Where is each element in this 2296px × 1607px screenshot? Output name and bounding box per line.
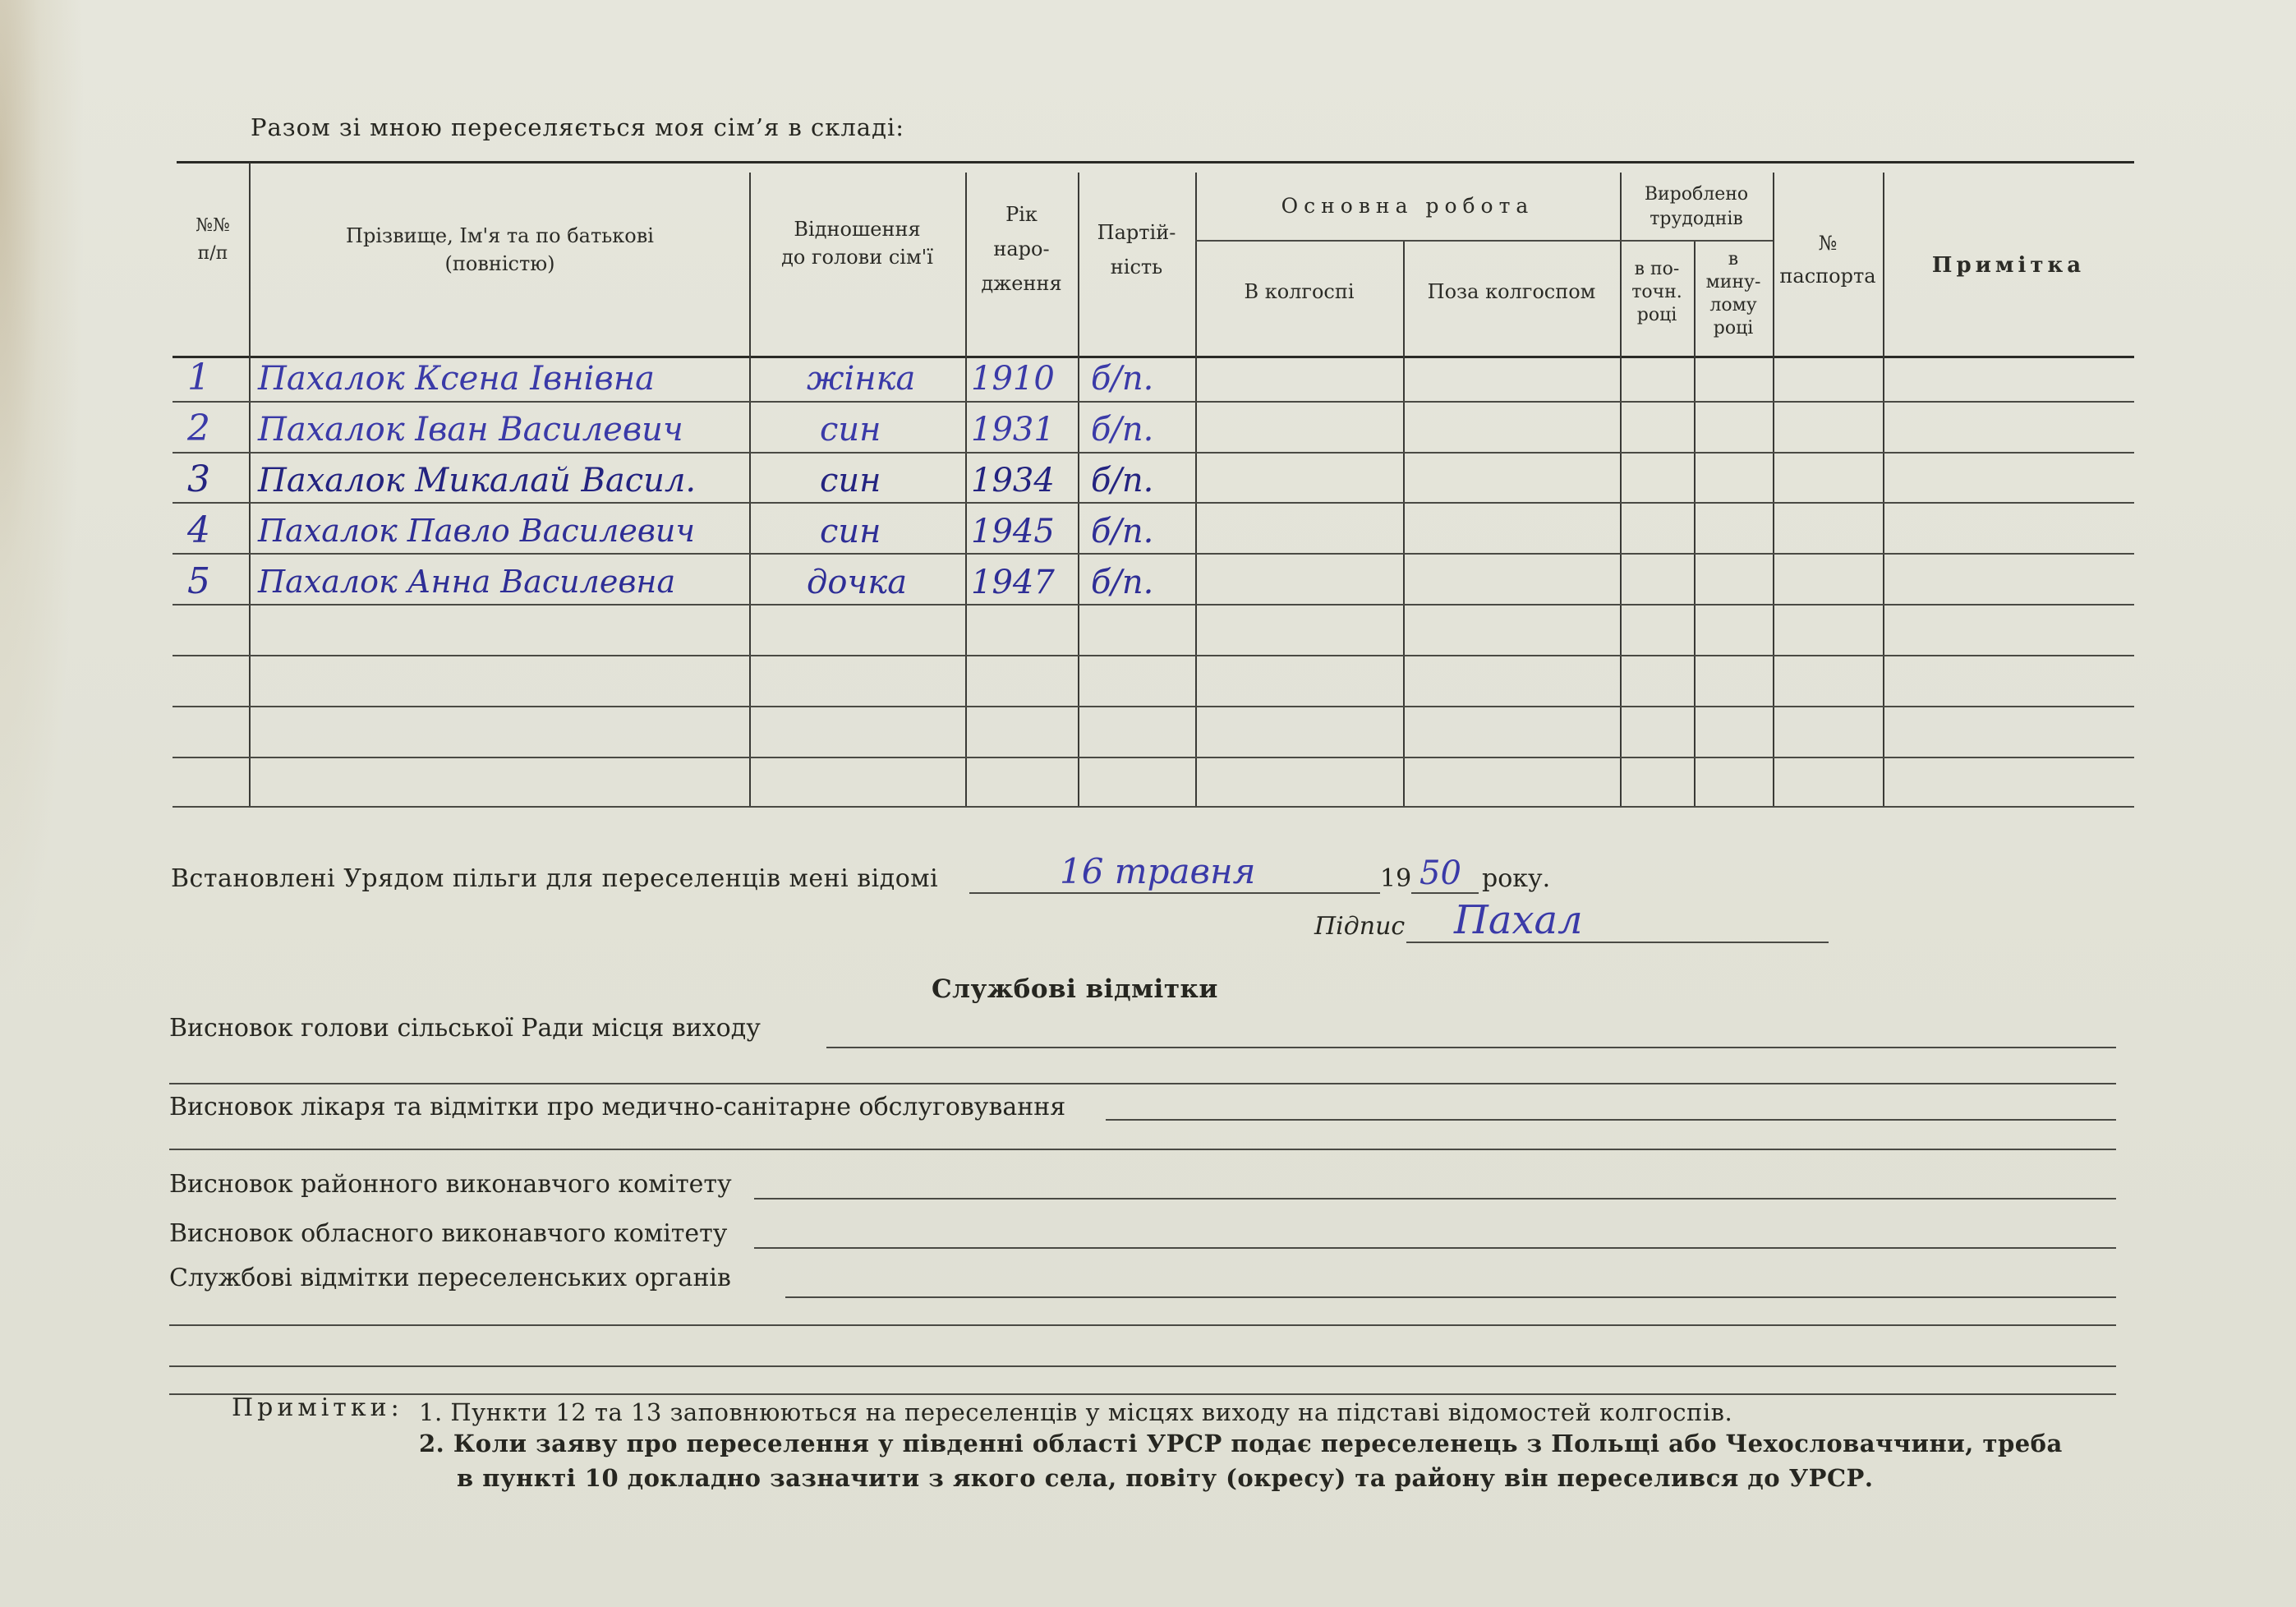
row-name: Пахалок Микалай Васил.	[258, 462, 697, 500]
row-name: Пахалок Павло Василевич	[258, 513, 696, 549]
row-line	[173, 757, 2134, 758]
table-row	[173, 508, 1199, 559]
row-year: 1931	[971, 411, 1055, 449]
signature-label: Підпис	[1314, 912, 1406, 941]
table-row	[173, 406, 1199, 457]
header-main-work: Основна робота	[1281, 194, 1535, 218]
row-party: б/п.	[1091, 564, 1154, 601]
benefits-text: Встановлені Урядом пільги для переселенців мені відомі	[171, 864, 939, 893]
row-line	[173, 706, 2134, 707]
row-party: б/п.	[1091, 462, 1154, 500]
row-number: 2	[187, 408, 210, 449]
benefits-year-prefix: 19	[1380, 864, 1412, 893]
table-row	[173, 559, 1199, 610]
row-relation: жінка	[807, 360, 916, 398]
header-workdays: Вироблено трудоднів	[1644, 184, 1749, 229]
row-year: 1945	[971, 513, 1055, 550]
service-line	[169, 1365, 2116, 1367]
service-line	[169, 1149, 2116, 1150]
paper-stain	[0, 0, 99, 1150]
row-year: 1910	[971, 360, 1055, 398]
table-top-line	[177, 161, 2134, 163]
service-line	[169, 1324, 2116, 1326]
service-item: Висновок районного виконавчого комітету	[169, 1170, 732, 1199]
service-line	[1106, 1119, 2116, 1121]
header-relation: Відношення до голови сім'ї	[781, 218, 933, 269]
service-item: Висновок голови сільської Ради місця виходу	[169, 1014, 761, 1043]
benefits-year-line	[1411, 892, 1479, 894]
service-line	[169, 1393, 2116, 1395]
notes-line-1: 1. Пункти 12 та 13 заповнюються на переселенців у місцях виходу на підставі відомостей колгоспів.	[419, 1398, 1733, 1426]
service-line	[785, 1296, 2116, 1298]
row-relation: син	[820, 462, 881, 500]
main-work-subline	[1195, 240, 1620, 242]
service-item: Висновок обласного виконавчого комітету	[169, 1219, 728, 1248]
row-number: 5	[187, 560, 210, 602]
service-item: Службові відмітки переселенських органів	[169, 1264, 731, 1292]
signature-value: Пахал	[1454, 897, 1583, 943]
benefits-year-suffix: року.	[1482, 864, 1551, 893]
row-number: 4	[187, 509, 210, 551]
service-line	[754, 1198, 2116, 1199]
row-name: Пахалок Ксена Івнівна	[258, 360, 655, 398]
row-number: 3	[187, 458, 210, 500]
benefits-date-line	[969, 892, 1380, 894]
row-party: б/п.	[1091, 513, 1154, 550]
table-row	[173, 457, 1199, 508]
header-passport: № паспорта	[1779, 232, 1876, 288]
header-party: Партій- ність	[1097, 221, 1176, 279]
row-party: б/п.	[1091, 411, 1154, 449]
header-outside-kolkhoz: Поза колгоспом	[1427, 280, 1596, 303]
row-party: б/п.	[1091, 360, 1154, 398]
workdays-subline	[1620, 240, 1773, 242]
row-line	[173, 655, 2134, 656]
header-num: №№ п/п	[196, 215, 230, 264]
row-number: 1	[187, 357, 210, 398]
table-row	[173, 355, 1199, 406]
notes-line-3: в пункті 10 докладно зазначити з якого села, повіту (окресу) та району він переселився до УРСР.	[457, 1464, 1874, 1492]
header-last-year: в мину- лому році	[1705, 249, 1761, 338]
row-relation: син	[820, 411, 881, 449]
intro-text: Разом зі мною переселяється моя сім’я в складі:	[251, 113, 905, 141]
service-item: Висновок лікаря та відмітки про медично-санітарне обслуговування	[169, 1093, 1066, 1121]
row-name: Пахалок Анна Василевна	[258, 564, 676, 600]
row-line	[173, 806, 2134, 808]
service-line	[754, 1247, 2116, 1249]
service-title: Службові відмітки	[932, 974, 1218, 1004]
row-year: 1934	[971, 462, 1055, 500]
notes-label: Примітки:	[232, 1393, 403, 1422]
header-name: Прізвище, Ім'я та по батькові (повністю)	[346, 224, 654, 275]
row-name: Пахалок Іван Василевич	[258, 411, 683, 449]
header-year: Рік наро- дження	[981, 203, 1062, 295]
header-in-kolkhoz: В колгоспі	[1244, 280, 1355, 303]
row-relation: дочка	[807, 564, 908, 601]
header-note: Примітка	[1931, 253, 2086, 278]
row-relation: син	[820, 513, 881, 550]
notes-line-2: 2. Коли заяву про переселення у південні області УРСР подає переселенець з Польщі або Чехословаччини, треба	[419, 1430, 2063, 1457]
benefits-year: 50	[1419, 854, 1461, 892]
service-line	[826, 1047, 2116, 1048]
header-current-year: в по- точн. році	[1631, 259, 1682, 325]
row-year: 1947	[971, 564, 1055, 601]
col-divider	[1403, 240, 1405, 808]
benefits-date: 16 травня	[1060, 851, 1256, 891]
service-line	[169, 1083, 2116, 1084]
